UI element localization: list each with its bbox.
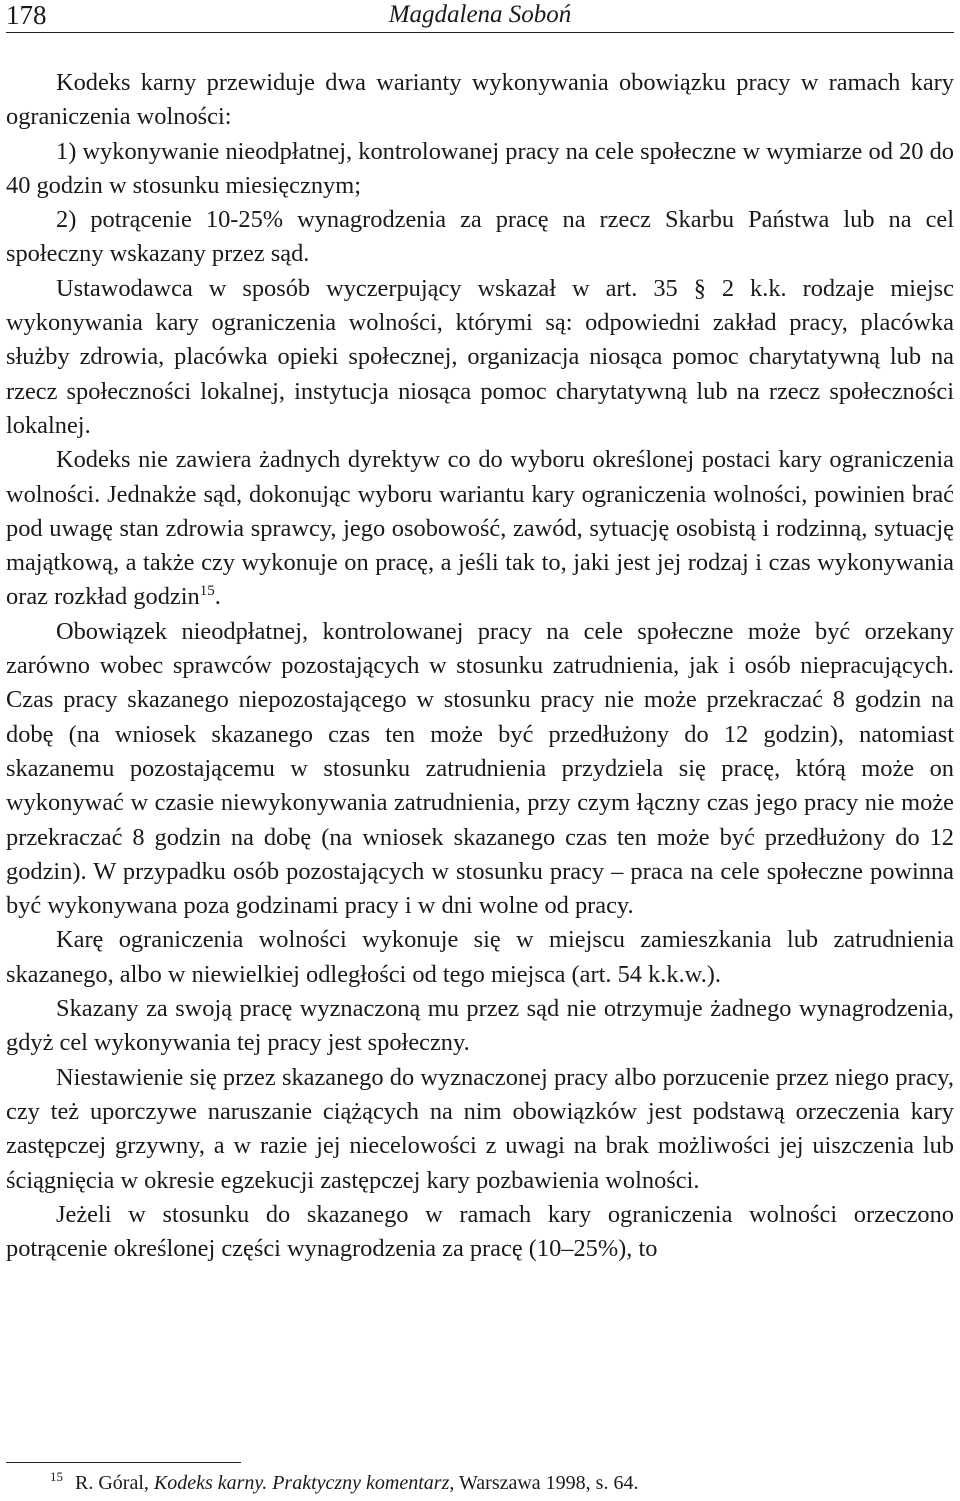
page-header [6, 0, 954, 33]
footnote-author: R. Góral, [75, 1472, 149, 1494]
paragraph: Jeżeli w stosunku do skazanego w ramach kary ograniczenia wolności orzeczono potrącenie określonej części wynagrodzenia za pracę (10–25%), to [6, 1200, 954, 1263]
paragraph-end: . [214, 583, 221, 611]
paragraph [6, 443, 954, 614]
footnote-number: 15 [50, 1469, 63, 1485]
list-item: 2) potrącenie 10-25% wynagrodzenia za pracę na rzecz Skarbu Państwa lub na cel społeczny wskazany przez sąd. [6, 206, 954, 268]
paragraph: Karę ograniczenia wolności wykonuje się w miejscu zamieszkania lub zatrudnienia skazanego, albo w niewielkiej odległości od tego miejsca (art. 54 k.k.w.). [6, 926, 954, 988]
footnote-details: , Warszawa 1998, s. 64. [449, 1472, 639, 1494]
list-item: 1) wykonywanie nieodpłatnej, kontrolowanej pracy na cele społeczne w wymiarze od 20 do 40 godzin w stosunku miesięcznym; [6, 137, 954, 199]
footnote-separator [6, 1462, 241, 1463]
paragraph: Kodeks karny przewiduje dwa warianty wykonywania obowiązku pracy w ramach kary ograniczenia wolności: [6, 69, 954, 131]
footnote [50, 1470, 950, 1496]
running-head: Magdalena Soboń [388, 1, 572, 28]
paragraph: Skazany za swoją pracę wyznaczoną mu przez sąd nie otrzymuje żadnego wynagrodzenia, gdyż cel wykonywania tej pracy jest społeczny. [6, 995, 954, 1057]
page-number: 178 [6, 0, 47, 30]
footnote-title: Kodeks karny. Praktyczny komentarz [153, 1472, 450, 1494]
footnote-reference[interactable]: 15 [199, 583, 215, 600]
paragraph-text: Kodeks nie zawiera żadnych dyrektyw co do wyboru określonej postaci kary ograniczenia wolności. Jednakże sąd, dokonując wyboru wariantu kary ograniczenia wolności, powinien brać pod uwagę stan zdrowia sprawcy, jego osobowość, zawód, sytuację osobistą i rodzinną, sytuację majątkową, a także czy wykonuje on pracę, a jeśli tak to, jaki jest jej rodzaj i czas wykonywania oraz rozkład godzin [6, 446, 954, 611]
body-text [6, 66, 954, 1266]
paragraph: Obowiązek nieodpłatnej, kontrolowanej pracy na cele społeczne może być orzekany zarówno wobec sprawców pozostających w stosunku zatrudnienia, jak i osób niepracujących. Czas pracy skazanego niepozostającego w stosunku pracy nie może przekraczać 8 godzin na dobę (na wniosek skazanego czas ten może być przedłużony do 12 godzin), natomiast skazanemu pozostającemu w stosunku zatrudnienia przydziela się pracę, którą może on wykonywać w czasie niewykonywania zatrudnienia, przy czym łączny czas jego pracy nie może przekraczać 8 godzin na dobę (na wniosek skazanego czas ten może być przedłużony do 12 godzin). W przypadku osób pozostających w stosunku pracy – praca na cele społeczne powinna być wykonywana poza godzinami pracy i w dni wolne od pracy. [6, 617, 954, 920]
paragraph: Niestawienie się przez skazanego do wyznaczonej pracy albo porzucenie przez niego pracy, czy też uporczywe naruszanie ciążących na nim obowiązków jest podstawą orzeczenia kary zastępczej grzywny, a w razie jej niecelowości z uwagi na brak możliwości jej uiszczenia lub ściągnięcia w okresie egzekucji zastępczej kary pozbawienia wolności. [6, 1063, 954, 1194]
paragraph: Ustawodawca w sposób wyczerpujący wskazał w art. 35 § 2 k.k. rodzaje miejsc wykonywania kary ograniczenia wolności, którymi są: odpowiedni zakład pracy, placówka służby zdrowia, placówka opieki społecznej, organizacja niosąca pomoc charytatywną lub na rzecz społeczności lokalnej, instytucja niosąca pomoc charytatywną lub na rzecz społeczności lokalnej. [6, 274, 954, 439]
